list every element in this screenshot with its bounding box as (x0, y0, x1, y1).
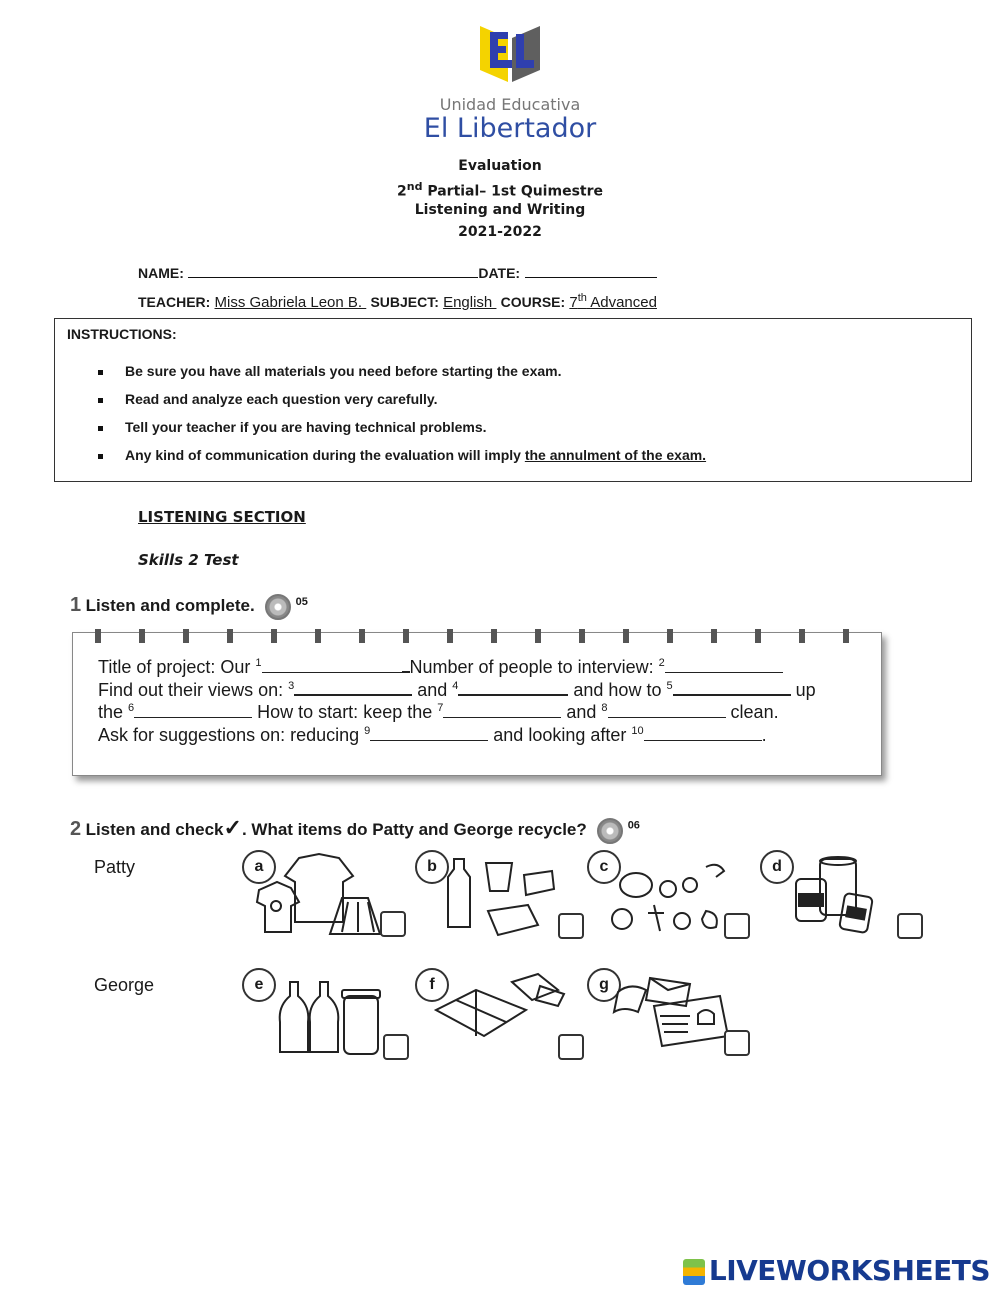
glass-jars-icon (276, 980, 386, 1058)
blank-3[interactable] (294, 678, 412, 696)
blank-number: 8 (601, 702, 608, 714)
subject-label: SUBJECT: (370, 294, 439, 310)
teacher-value: Miss Gabriela Leon B. (214, 294, 367, 311)
school-logo-icon (470, 20, 550, 88)
blank-number: 9 (364, 725, 371, 737)
q1-text: the (98, 702, 129, 722)
food-waste-icon (610, 855, 735, 940)
ring-icon (711, 629, 717, 643)
instruction-text: Be sure you have all materials you need before starting the exam. (125, 363, 562, 379)
blank-1[interactable] (262, 656, 402, 673)
q1-line3 (98, 701, 779, 723)
ring-icon (403, 629, 409, 643)
patty-label: Patty (94, 857, 136, 877)
partial-rest: Partial– 1st Quimestre (422, 183, 603, 200)
q1-text: up (790, 680, 816, 700)
option-c-label: c (587, 850, 621, 884)
q1-line1 (98, 655, 783, 678)
section-title: LISTENING SECTION (138, 508, 306, 526)
plastic-icon (440, 855, 560, 940)
q1-text: and looking after (488, 725, 632, 745)
ring-icon (359, 629, 365, 643)
school-year: 2021-2022 (458, 224, 542, 240)
checkbox-d[interactable] (897, 913, 923, 939)
q1-text: Title of project: Our (98, 657, 256, 677)
ring-icon (667, 629, 673, 643)
ring-icon (755, 629, 761, 643)
option-e-label: e (242, 968, 276, 1002)
q1-text: How to start: keep the (252, 702, 438, 722)
cd-audio-icon[interactable] (597, 818, 623, 844)
q1-text: and how to (568, 680, 667, 700)
ring-icon (843, 629, 849, 643)
blank-number: 4 (452, 680, 459, 692)
cd-audio-icon[interactable] (265, 594, 291, 620)
checkbox-g[interactable] (724, 1030, 750, 1056)
ring-icon (227, 629, 233, 643)
q1-text: Find out their views on: (98, 680, 289, 700)
option-a-label: a (242, 850, 276, 884)
course-rest: Advanced (586, 294, 657, 311)
q2-heading (70, 815, 640, 844)
q1-line4 (98, 724, 767, 746)
teacher-row (138, 292, 657, 311)
q2-text-rest: . What items do Patty and George recycle? (241, 820, 587, 839)
blank-number: 10 (631, 725, 644, 737)
blank-6[interactable] (134, 701, 252, 718)
ring-icon (535, 629, 541, 643)
cardboard-icon (430, 972, 572, 1044)
ring-icon (447, 629, 453, 643)
blank-2[interactable] (665, 656, 783, 673)
subject-value: English (443, 294, 497, 311)
paper-magazines-icon (610, 972, 730, 1048)
q1-text: clean. (725, 702, 779, 722)
ring-icon (491, 629, 497, 643)
blank-number: 2 (658, 657, 665, 669)
q1-line2 (98, 678, 816, 701)
q1-heading (70, 594, 308, 620)
instructions-title: INSTRUCTIONS: (67, 326, 177, 342)
checkbox-a[interactable] (380, 911, 406, 937)
option-d-label: d (760, 850, 794, 884)
bullet-icon (98, 454, 103, 459)
q2-number: 2 (70, 818, 82, 840)
blank-number: 5 (666, 680, 673, 692)
clothes-icon (254, 850, 384, 940)
checkbox-f[interactable] (558, 1034, 584, 1060)
course-value (569, 294, 657, 311)
partial-line (0, 180, 1000, 200)
ring-icon (799, 629, 805, 643)
q2-text: Listen and check (85, 820, 224, 839)
eval-title: Evaluation (458, 158, 542, 174)
instruction-text: Any kind of communication during the evaluation will imply (125, 447, 525, 463)
partial-number: 2 (396, 183, 407, 200)
q1-text: Number of people to interview: (409, 657, 659, 677)
ring-icon (315, 629, 321, 643)
blank-number: 6 (128, 702, 135, 714)
q1-text: Listen and complete. (85, 596, 255, 616)
checkbox-c[interactable] (724, 913, 750, 939)
option-b-label: b (415, 850, 449, 884)
blank-8[interactable] (608, 701, 726, 718)
ring-icon (579, 629, 585, 643)
liveworksheets-brand: LIVEWORKSHEETS (708, 1254, 990, 1287)
instruction-text: Read and analyze each question very carefully. (125, 391, 438, 407)
bullet-icon (98, 370, 103, 375)
section-subtitle: Skills 2 Test (138, 551, 239, 569)
ring-icon (623, 629, 629, 643)
blank-9[interactable] (370, 724, 488, 741)
george-label: George (94, 975, 155, 995)
name-field[interactable] (188, 263, 478, 278)
instruction-text: Tell your teacher if you are having technical problems. (125, 419, 487, 435)
eval-subtitle: Listening and Writing (414, 202, 586, 218)
liveworksheets-mark-icon (683, 1259, 705, 1285)
q1-text: and (561, 702, 602, 722)
cans-icon (790, 855, 890, 940)
course-sup: th (577, 292, 587, 304)
instruction-item (98, 391, 438, 407)
checkbox-b[interactable] (558, 913, 584, 939)
check-mark-icon: ✓ (223, 815, 242, 840)
ring-icon (183, 629, 189, 643)
blank-1-tail (402, 655, 410, 673)
blank-number: 1 (255, 657, 262, 669)
blank-10[interactable] (644, 724, 762, 741)
partial-sup: nd (406, 180, 423, 193)
blank-4[interactable] (458, 678, 568, 696)
checkbox-e[interactable] (383, 1034, 409, 1060)
q1-text: and (412, 680, 453, 700)
q1-text: . (761, 725, 767, 745)
ring-icon (139, 629, 145, 643)
school-line1: Unidad Educativa (439, 95, 581, 114)
bullet-icon (98, 426, 103, 431)
q2-track: 06 (627, 819, 640, 832)
name-date-row (138, 263, 657, 283)
course-label: COURSE: (500, 294, 566, 310)
bullet-icon (98, 398, 103, 403)
course-number: 7 (569, 294, 578, 311)
teacher-label: TEACHER: (138, 294, 211, 310)
ring-icon (271, 629, 277, 643)
date-label: DATE: (478, 265, 521, 281)
option-g-label: g (587, 968, 621, 1002)
blank-number: 7 (437, 702, 444, 714)
q1-text: Ask for suggestions on: reducing (98, 725, 365, 745)
instruction-item (98, 419, 487, 435)
liveworksheets-logo (683, 1254, 990, 1287)
option-f-label: f (415, 968, 449, 1002)
q1-number: 1 (70, 594, 82, 617)
school-line2: El Libertador (423, 113, 597, 144)
school-logo (420, 20, 600, 144)
date-field[interactable] (525, 263, 657, 278)
instruction-underlined: the annulment of the exam. (524, 447, 707, 463)
instruction-item (98, 447, 706, 463)
blank-number: 3 (288, 680, 295, 692)
blank-5[interactable] (673, 678, 791, 696)
name-label: NAME: (138, 265, 184, 281)
ring-icon (95, 629, 101, 643)
instruction-item (98, 363, 562, 379)
q1-track: 05 (295, 595, 308, 608)
blank-7[interactable] (443, 701, 561, 718)
